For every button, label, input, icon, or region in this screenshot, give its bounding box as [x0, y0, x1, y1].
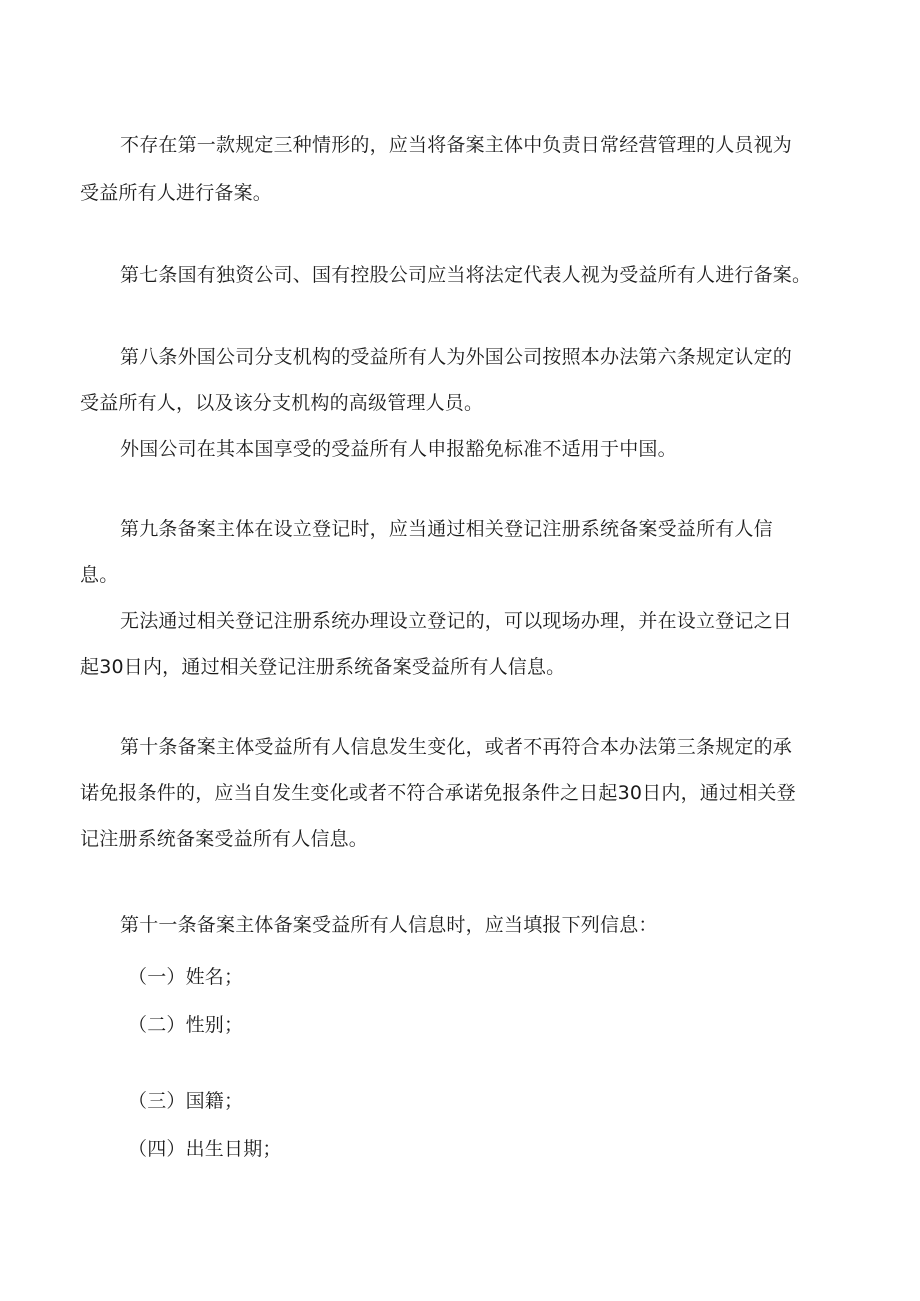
article-11: 第十一条备案主体备案受益所有人信息时，应当填报下列信息： [120, 914, 658, 936]
article-9-paragraph-2-line-1: 无法通过相关登记注册系统办理设立登记的，可以现场办理，并在设立登记之日 [120, 610, 793, 632]
article-9-line-2: 息。 [80, 564, 119, 586]
article-8-line-1: 第八条外国公司分支机构的受益所有人为外国公司按照本办法第六条规定认定的 [120, 346, 793, 368]
list-item-gender: （二）性别； [128, 1014, 244, 1036]
list-item-birth-date: （四）出生日期； [128, 1138, 282, 1160]
article-10-line-1: 第十条备案主体受益所有人信息发生变化，或者不再符合本办法第三条规定的承 [120, 736, 793, 758]
paragraph-1-line-2: 受益所有人进行备案。 [80, 182, 273, 204]
article-10-line-3: 记注册系统备案受益所有人信息。 [80, 828, 369, 850]
article-9-paragraph-2-line-2: 起30日内，通过相关登记注册系统备案受益所有人信息。 [80, 656, 566, 678]
paragraph-1-line-1: 不存在第一款规定三种情形的，应当将备案主体中负责日常经营管理的人员视为 [120, 134, 793, 156]
article-9-line-1: 第九条备案主体在设立登记时，应当通过相关登记注册系统备案受益所有人信 [120, 518, 773, 540]
article-7: 第七条国有独资公司、国有控股公司应当将法定代表人视为受益所有人进行备案。 [120, 264, 812, 286]
list-item-name: （一）姓名； [128, 966, 244, 988]
article-10-line-2: 诺免报条件的，应当自发生变化或者不符合承诺免报条件之日起30日内，通过相关登 [80, 782, 796, 804]
article-8-line-2: 受益所有人，以及该分支机构的高级管理人员。 [80, 392, 484, 414]
list-item-nationality: （三）国籍； [128, 1090, 244, 1112]
article-8-paragraph-2: 外国公司在其本国享受的受益所有人申报豁免标准不适用于中国。 [120, 438, 677, 460]
